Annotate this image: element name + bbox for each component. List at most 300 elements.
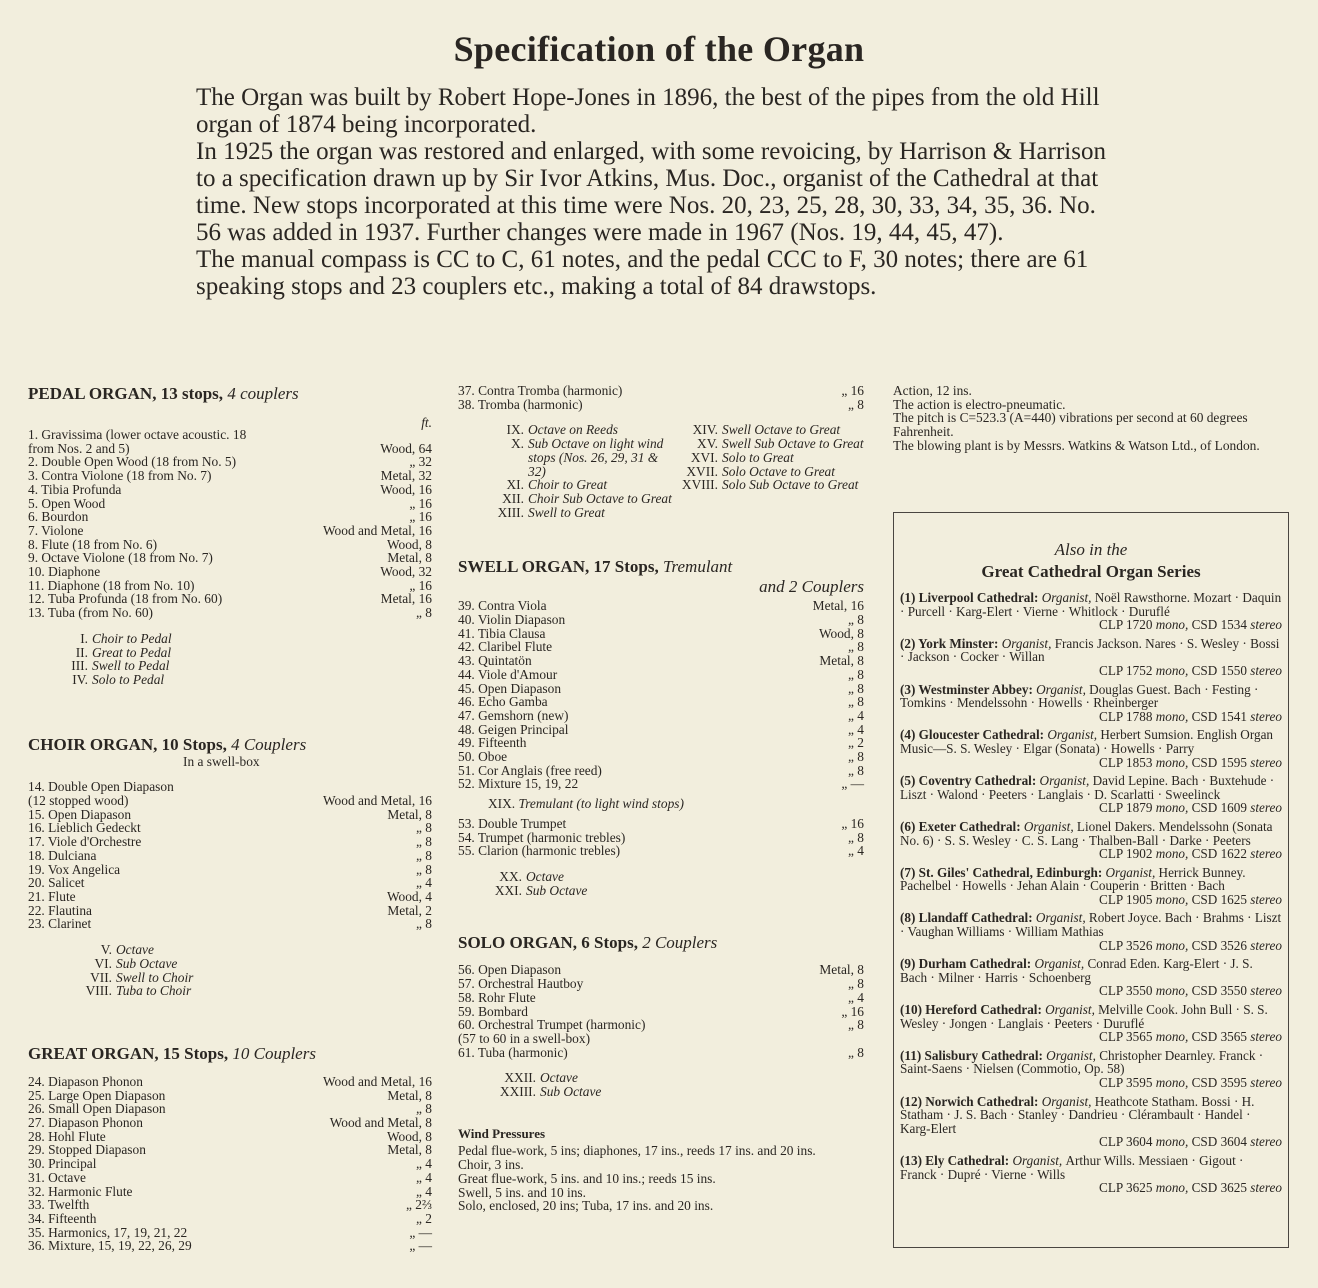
stop-row <box>28 1171 432 1185</box>
stop-value: Metal, 8 <box>387 550 432 566</box>
series-entry-records <box>900 939 1282 953</box>
stop-row <box>28 538 432 552</box>
stop-name: 14. Double Open Diapason <box>28 779 174 795</box>
stop-value: Metal, 16 <box>380 591 432 607</box>
stop-value: Wood, 32 <box>380 564 432 580</box>
series-entry-text <box>900 866 1282 893</box>
stop-row <box>458 695 864 709</box>
stop-name: 4. Tibia Profunda <box>28 481 122 497</box>
choir-title-text: CHOIR ORGAN, 10 Stops, <box>28 734 227 754</box>
stop-value: „ 8 <box>416 847 432 863</box>
coupler-number: XVII. <box>686 463 718 479</box>
coupler-number: XII. <box>502 490 524 506</box>
coupler-text: Swell to Pedal <box>92 658 170 674</box>
stop-row <box>28 497 432 511</box>
great-couplers-right <box>674 423 864 519</box>
solo-couplers-list <box>458 1071 864 1098</box>
mono-label: mono, <box>1152 1134 1192 1150</box>
stop-row <box>458 599 864 613</box>
stereo-catalog: CSD 3604 <box>1191 1134 1247 1150</box>
stop-row <box>458 831 864 845</box>
stop-row <box>458 627 864 641</box>
coupler-number: XIX. <box>488 796 516 812</box>
series-title: Great Cathedral Organ Series <box>981 562 1201 581</box>
stop-name: 32. Harmonic Flute <box>28 1183 133 1199</box>
series-entry <box>900 866 1282 907</box>
coupler-item <box>484 492 674 506</box>
coupler-item <box>488 884 864 898</box>
coupler-item <box>76 957 432 971</box>
mono-label: mono, <box>1152 800 1192 816</box>
stop-name: 39. Contra Viola <box>458 598 547 614</box>
series-entry-records <box>900 756 1282 770</box>
swell-couplers-count: and 2 Couplers <box>759 577 864 597</box>
coupler-number: V. <box>100 942 112 958</box>
stop-name: 7. Violone <box>28 522 84 538</box>
intro-text <box>196 84 1126 300</box>
series-entry-head: (8) Llandaff Cathedral: <box>900 910 1033 926</box>
mono-catalog: CLP 1905 <box>1099 891 1153 907</box>
swell-title-text: SWELL ORGAN, 17 Stops, <box>458 557 659 577</box>
coupler-item <box>76 943 432 957</box>
series-entry <box>900 820 1282 861</box>
stop-value: „ 8 <box>416 820 432 836</box>
series-entry-organist: Douglas Guest. <box>1089 681 1171 697</box>
coupler-text: Solo to Pedal <box>92 671 165 687</box>
coupler-number: IV. <box>72 671 88 687</box>
stop-row <box>28 1130 432 1144</box>
swell-stops-list <box>458 599 864 791</box>
stop-name: 44. Viole d'Amour <box>458 666 558 682</box>
stereo-label: stereo <box>1246 1075 1282 1090</box>
organist-label: Organist, <box>1020 818 1077 834</box>
series-entry-composers: Karg-Elert · J. S. Bach · Milner · Harris · Schoenberg <box>900 956 1253 985</box>
wind-pressure-line: Swell, 5 ins. and 10 ins. <box>458 1184 586 1200</box>
series-entry-composers: Pachelbel · Howells · Jehan Alain · Couperin · Britten · Bach <box>900 878 1225 894</box>
stereo-label: stereo <box>1246 708 1282 724</box>
stop-row <box>28 1075 432 1089</box>
coupler-number: IX. <box>506 422 524 438</box>
stop-name: 54. Trumpet (harmonic trebles) <box>458 829 626 845</box>
organist-label: Organist, <box>1009 1152 1066 1168</box>
series-entry-text <box>900 911 1282 938</box>
organist-label: Organist, <box>1032 910 1089 926</box>
mono-catalog: CLP 3625 <box>1099 1180 1153 1196</box>
stop-value: „ 4 <box>416 1169 432 1185</box>
stop-name: 42. Claribel Flute <box>458 639 553 655</box>
stop-row <box>458 613 864 627</box>
stereo-catalog: CSD 3565 <box>1191 1029 1247 1045</box>
choir-organ-title <box>28 735 432 755</box>
stop-row <box>28 876 432 890</box>
series-entry-records <box>900 1076 1282 1090</box>
coupler-item <box>58 673 432 687</box>
stop-name: 6. Bourdon <box>28 509 89 525</box>
stop-value: Metal, 2 <box>387 902 432 918</box>
mono-label: mono, <box>1152 983 1192 999</box>
choir-couplers-list <box>28 943 432 998</box>
coupler-text: Tremulant (to light wind stops) <box>518 796 684 812</box>
series-entry <box>900 591 1282 632</box>
stop-name: 19. Vox Angelica <box>28 861 121 877</box>
stop-value: Wood, 4 <box>386 888 432 904</box>
coupler-item <box>76 971 432 985</box>
stop-row <box>458 977 864 991</box>
series-entry-organist: Herbert Sumsion. <box>1100 727 1194 743</box>
stop-name: from Nos. 2 and 5) <box>28 440 130 456</box>
series-entry-head: (12) Norwich Cathedral: <box>900 1093 1039 1109</box>
coupler-text: Choir Sub Octave to Great <box>528 490 672 506</box>
stereo-catalog: CSD 1534 <box>1191 617 1247 633</box>
stop-name: 60. Orchestral Trumpet (harmonic) <box>458 1017 646 1033</box>
stop-value: „ 4 <box>848 843 864 859</box>
stop-name: 23. Clarinet <box>28 916 92 932</box>
swell-tremulant-label: Tremulant <box>663 557 733 577</box>
stereo-label: stereo <box>1246 1029 1282 1045</box>
coupler-text: Octave <box>540 1070 578 1086</box>
series-entry-head: (6) Exeter Cathedral: <box>900 818 1021 834</box>
great-couplers-count: 10 Couplers <box>232 1043 316 1063</box>
series-entry-organist: Heathcote Statham. <box>1094 1093 1199 1109</box>
stereo-label: stereo <box>1246 1180 1282 1196</box>
mono-catalog: CLP 1720 <box>1099 617 1153 633</box>
coupler-item <box>488 797 864 811</box>
stop-name: 16. Lieblich Gedeckt <box>28 820 141 836</box>
stop-name: 10. Diaphone <box>28 564 101 580</box>
stop-value: Wood, 8 <box>386 1128 432 1144</box>
series-entry-organist: Noël Rawsthorne. <box>1094 590 1190 605</box>
stop-row <box>28 565 432 579</box>
action-note: The action is electro-pneumatic. <box>893 396 1066 412</box>
stereo-catalog: CSD 1609 <box>1191 800 1247 816</box>
stop-value: Wood and Metal, 16 <box>322 522 432 538</box>
stereo-label: stereo <box>1246 754 1282 770</box>
stop-row <box>28 524 432 538</box>
series-entry-composers: Bach · Brahms · Liszt · Vaughan Williams · William Mathias <box>900 910 1282 940</box>
series-entry-organist: Lionel Dakers. <box>1076 818 1156 834</box>
stop-name: 55. Clarion (harmonic trebles) <box>458 843 621 859</box>
stop-value: Metal, 8 <box>819 653 864 669</box>
coupler-item <box>76 984 432 998</box>
stereo-label: stereo <box>1246 891 1282 907</box>
coupler-item <box>484 478 674 492</box>
stop-name: 1. Gravissima (lower octave acoustic. 18 <box>28 427 247 442</box>
coupler-number: II. <box>75 644 88 660</box>
stop-row <box>458 398 864 412</box>
stop-value: Metal, 8 <box>387 806 432 822</box>
coupler-number: XXII. <box>504 1070 536 1086</box>
series-entry-text <box>900 728 1282 755</box>
coupler-text: Sub Octave <box>526 882 588 898</box>
series-entry-composers: Mendelssohn (Sonata No. 6) · S. S. Wesley · C. S. Lang · Thalben-Ball · Darke · Peeters <box>900 818 1273 848</box>
stop-value: „ 2⅔ <box>405 1197 432 1213</box>
stop-name: (12 stopped wood) <box>28 793 129 809</box>
mono-label: mono, <box>1152 754 1192 770</box>
stop-value: „ 8 <box>848 680 864 696</box>
series-entry-composers: Bossi · H. Statham · J. S. Bach · Stanley · Dandrieu · Clérambault · Handel · Karg-Elert <box>900 1093 1255 1136</box>
pedal-title-text: PEDAL ORGAN, 13 stops, <box>28 384 224 403</box>
stop-value: „ 16 <box>841 1003 864 1019</box>
coupler-text: Swell to Great <box>528 504 605 520</box>
series-entry <box>900 728 1282 769</box>
series-entry-organist: Melville Cook. <box>1098 1002 1179 1018</box>
stop-name: 50. Oboe <box>458 749 508 765</box>
stop-row <box>458 777 864 791</box>
coupler-text: Swell Octave to Great <box>722 422 841 438</box>
series-entry-text <box>900 591 1282 618</box>
coupler-text: Sub Octave on light wind stops (Nos. 26, 29, 31 & 32) <box>528 436 664 479</box>
stop-name: 40. Violin Diapason <box>458 612 566 628</box>
wind-pressures-list <box>458 1144 864 1213</box>
series-entry-head: (13) Ely Cathedral: <box>900 1152 1010 1168</box>
series-entry-head: (5) Coventry Cathedral: <box>900 773 1037 789</box>
organist-label: Organist, <box>1032 681 1090 697</box>
pedal-organ-title <box>28 384 432 404</box>
stop-row <box>458 668 864 682</box>
stop-name: 57. Orchestral Hautboy <box>458 976 584 992</box>
stop-value: „ 32 <box>409 454 432 470</box>
stop-name: 12. Tuba Profunda (18 from No. 60) <box>28 591 223 607</box>
stop-name: 56. Open Diapason <box>458 962 562 978</box>
coupler-number: XVIII. <box>681 477 718 493</box>
action-note: The pitch is C=523.3 (A=440) vibrations per second at 60 degrees Fahrenheit. <box>893 410 1248 440</box>
swell-stops-list-2 <box>458 817 864 858</box>
stop-name: 15. Open Diapason <box>28 806 132 822</box>
coupler-text: Sub Octave <box>116 955 178 971</box>
unit-label: ft. <box>421 415 432 430</box>
mono-label: mono, <box>1152 708 1192 724</box>
stop-row <box>28 780 432 794</box>
series-entry-records <box>900 1181 1282 1195</box>
stop-name: 26. Small Open Diapason <box>28 1101 166 1117</box>
series-entry-organist: David Lepine. <box>1092 773 1168 789</box>
series-entry-organist: Francis Jackson. <box>1054 635 1142 651</box>
series-entry-text <box>900 1003 1282 1030</box>
stop-row <box>28 1212 432 1226</box>
great-organ-title <box>28 1044 432 1064</box>
mono-catalog: CLP 3526 <box>1099 937 1153 953</box>
coupler-text: Solo Sub Octave to Great <box>722 477 859 493</box>
series-entry-organist: Christopher Dearnley. <box>1099 1047 1216 1063</box>
series-entry-records <box>900 1030 1282 1044</box>
series-entry-composers: Bach · Buxtehude · Liszt · Walond · Peeters · Langlais · D. Scarlatti · Sweelinck <box>900 773 1275 802</box>
stop-value: „ 8 <box>848 976 864 992</box>
stop-name: 13. Tuba (from No. 60) <box>28 605 153 621</box>
coupler-number: XXI. <box>494 882 522 898</box>
mono-catalog: CLP 3565 <box>1099 1029 1153 1045</box>
coupler-text: Choir to Pedal <box>92 630 172 646</box>
stop-value: Wood, 8 <box>386 536 432 552</box>
organist-label: Organist, <box>1102 864 1159 880</box>
series-entry-composers: Mozart · Daquin · Purcell · Karg-Elert · Vierne · Whitlock · Duruflé <box>900 590 1282 619</box>
series-entry-records <box>900 893 1282 907</box>
series-entries <box>900 591 1282 1195</box>
stop-value: „ 8 <box>848 694 864 710</box>
coupler-text: Solo to Great <box>722 449 794 465</box>
series-entry-records <box>900 1135 1282 1149</box>
organist-label: Organist, <box>1041 1002 1099 1018</box>
stop-row <box>458 682 864 696</box>
mono-label: mono, <box>1152 891 1192 907</box>
stop-row <box>28 1239 432 1253</box>
coupler-number: XX. <box>499 868 522 884</box>
coupler-number: XVI. <box>690 449 718 465</box>
series-entry <box>900 1003 1282 1044</box>
series-entry-text <box>900 774 1282 801</box>
series-entry <box>900 1049 1282 1090</box>
stop-value: „ 8 <box>416 605 432 621</box>
page-title: Specification of the Organ <box>453 29 865 69</box>
stop-row <box>28 1116 432 1130</box>
coupler-number: XXIII. <box>499 1084 536 1100</box>
stop-value: Wood and Metal, 8 <box>329 1115 432 1131</box>
organist-label: Organist, <box>1044 727 1101 743</box>
stop-name: 33. Twelfth <box>28 1197 90 1213</box>
coupler-item <box>674 423 864 437</box>
solo-organ-title <box>458 933 864 953</box>
pedal-couplers-count: 4 couplers <box>227 384 299 403</box>
stop-value: „ 8 <box>848 396 864 412</box>
column-middle <box>458 384 864 1213</box>
stop-name: (57 to 60 in a swell-box) <box>458 1030 591 1046</box>
stop-name: 58. Rohr Flute <box>458 989 536 1005</box>
coupler-item <box>674 451 864 465</box>
coupler-item <box>58 632 432 646</box>
stop-value: „ 16 <box>409 577 432 593</box>
series-entry-records <box>900 664 1282 678</box>
stop-value: „ 8 <box>848 762 864 778</box>
stop-name: 46. Echo Gamba <box>458 694 548 710</box>
stop-value: „ 4 <box>416 1183 432 1199</box>
stereo-label: stereo <box>1246 1134 1282 1150</box>
stereo-label: stereo <box>1246 846 1282 862</box>
series-entry-records <box>900 801 1282 815</box>
coupler-item <box>58 659 432 673</box>
mono-label: mono, <box>1152 662 1192 678</box>
organist-label: Organist, <box>1042 1047 1100 1063</box>
stop-row <box>458 844 864 858</box>
series-entry-text <box>900 957 1282 984</box>
stop-row <box>458 750 864 764</box>
stop-name: 22. Flautina <box>28 902 92 918</box>
mono-label: mono, <box>1152 1075 1192 1090</box>
series-also-label: Also in the <box>1054 540 1128 559</box>
stop-value: „ 8 <box>848 1044 864 1060</box>
coupler-item <box>488 870 864 884</box>
stop-value: „ 8 <box>416 1101 432 1117</box>
stereo-catalog: CSD 1625 <box>1191 891 1247 907</box>
stereo-catalog: CSD 3550 <box>1191 983 1247 999</box>
coupler-text: Octave <box>116 942 154 958</box>
series-entry-composers: Bach · Festing · Tomkins · Mendelssohn · Howells · Rheinberger <box>900 681 1259 711</box>
stop-row <box>458 384 864 398</box>
great-stops-list <box>28 1075 432 1253</box>
series-entry-head: (11) Salisbury Cathedral: <box>900 1047 1043 1063</box>
stop-row <box>28 794 432 808</box>
series-entry <box>900 911 1282 952</box>
coupler-number: XIII. <box>497 504 524 520</box>
stop-value: Wood, 16 <box>380 481 432 497</box>
mono-catalog: CLP 1752 <box>1099 662 1153 678</box>
stop-row <box>28 1102 432 1116</box>
stop-row <box>458 1018 864 1032</box>
coupler-item <box>484 506 674 520</box>
stop-row <box>28 1198 432 1212</box>
great-title-text: GREAT ORGAN, 15 Stops, <box>28 1043 229 1063</box>
coupler-item <box>58 646 432 660</box>
mono-catalog: CLP 3604 <box>1099 1134 1153 1150</box>
mono-label: mono, <box>1152 937 1192 953</box>
swell-tremulant <box>458 797 864 811</box>
mono-catalog: CLP 1879 <box>1099 800 1153 816</box>
stereo-catalog: CSD 1595 <box>1191 754 1247 770</box>
wind-pressure-line: Solo, enclosed, 20 ins; Tuba, 17 ins. and 20 ins. <box>458 1198 714 1214</box>
stop-row <box>28 428 432 442</box>
coupler-number: XI. <box>506 477 524 493</box>
stop-name: 35. Harmonics, 17, 19, 21, 22 <box>28 1224 188 1240</box>
stop-name: 31. Octave <box>28 1169 87 1185</box>
series-entry-head: (1) Liverpool Cathedral: <box>900 590 1039 605</box>
mono-catalog: CLP 1902 <box>1099 846 1153 862</box>
series-entry <box>900 1095 1282 1149</box>
stop-row <box>28 849 432 863</box>
mono-catalog: CLP 1788 <box>1099 708 1153 724</box>
mono-catalog: CLP 3550 <box>1099 983 1153 999</box>
organist-label: Organist, <box>1038 1093 1095 1109</box>
series-entry-records <box>900 618 1282 632</box>
action-notes <box>893 384 1293 453</box>
stop-value: Metal, 8 <box>387 1142 432 1158</box>
stop-name: 38. Tromba (harmonic) <box>458 396 583 412</box>
series-entry-composers: Nares · S. Wesley · Bossi · Jackson · Cocker · Willan <box>900 635 1280 665</box>
solo-title-text: SOLO ORGAN, 6 Stops, <box>458 933 638 953</box>
series-entry <box>900 774 1282 815</box>
stereo-catalog: CSD 1622 <box>1191 846 1247 862</box>
stop-value: „ 2 <box>848 735 864 751</box>
series-entry-text <box>900 1154 1282 1181</box>
stop-row <box>28 1089 432 1103</box>
mono-label: mono, <box>1152 617 1192 633</box>
stop-row <box>458 723 864 737</box>
stop-row <box>28 469 432 483</box>
stop-name: 30. Principal <box>28 1156 97 1172</box>
coupler-number: III. <box>71 658 88 674</box>
stop-row <box>28 579 432 593</box>
stop-row <box>28 1226 432 1240</box>
choir-couplers-count: 4 Couplers <box>231 734 307 754</box>
stereo-label: stereo <box>1246 617 1282 633</box>
stop-value: „ 8 <box>416 834 432 850</box>
stop-row <box>458 654 864 668</box>
solo-stops-list <box>458 963 864 1059</box>
stop-value: „ 8 <box>848 829 864 845</box>
stop-value: „ 4 <box>848 721 864 737</box>
stop-name: 24. Diapason Phonon <box>28 1073 143 1089</box>
stop-row <box>458 963 864 977</box>
wind-pressure-line: Pedal flue-work, 5 ins; diaphones, 17 ins., reeds 17 ins. and 20 ins. <box>458 1143 816 1159</box>
coupler-item <box>674 437 864 451</box>
coupler-text: Octave <box>526 868 564 884</box>
stop-row <box>28 821 432 835</box>
action-note: Action, 12 ins. <box>893 383 972 398</box>
stop-row <box>28 551 432 565</box>
stop-row <box>458 709 864 723</box>
stop-value: „ 2 <box>416 1210 432 1226</box>
coupler-text: Tuba to Choir <box>116 983 192 999</box>
great-couplers <box>458 423 864 519</box>
coupler-number: X. <box>510 436 524 452</box>
series-entry <box>900 1154 1282 1195</box>
